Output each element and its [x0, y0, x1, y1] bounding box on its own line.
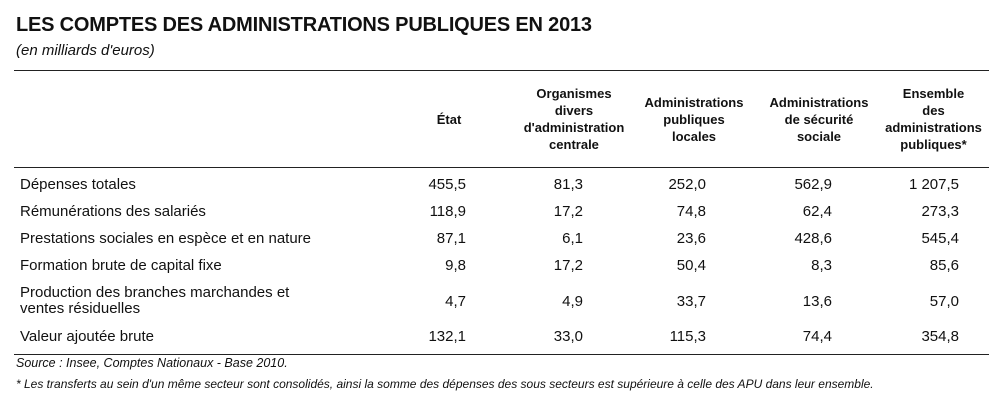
cell-apu: 1 207,5	[908, 176, 959, 193]
table-body	[14, 171, 989, 350]
source-note: Source : Insee, Comptes Nationaux - Base 2010.	[16, 356, 288, 370]
accounts-table	[14, 70, 989, 355]
cell-apul: 252,0	[668, 176, 706, 193]
cell-etat: 132,1	[428, 328, 466, 345]
cell-apu: 354,8	[921, 328, 959, 345]
column-header-odac: Organismes divers d'administration centrale	[523, 86, 625, 152]
row-label: Dépenses totales	[20, 175, 136, 193]
table-header	[14, 71, 989, 168]
cell-apul: 115,3	[669, 328, 706, 345]
column-header-etat: État	[436, 111, 462, 127]
cell-apu: 273,3	[921, 203, 959, 220]
cell-apul: 23,6	[676, 230, 706, 247]
footnote: * Les transferts au sein d'un même secteur sont consolidés, ainsi la somme des dépenses des sous secteurs est supérieure à celle des APU dans leur ensemble.	[16, 377, 874, 391]
row-label: Production des branches marchandes et ventes résiduelles	[20, 284, 290, 317]
cell-asso: 562,9	[794, 176, 832, 193]
column-header-asso: Administrations de sécurité sociale	[769, 94, 869, 144]
cell-etat: 9,8	[445, 257, 466, 274]
cell-odac: 4,9	[562, 292, 583, 310]
cell-apul: 33,7	[676, 292, 706, 310]
cell-apu: 85,6	[929, 257, 959, 274]
cell-asso: 74,4	[802, 328, 832, 345]
cell-asso: 62,4	[802, 203, 832, 220]
cell-apul: 74,8	[676, 203, 706, 220]
table-row	[14, 323, 989, 350]
cell-etat: 87,1	[436, 230, 466, 247]
table-row	[14, 225, 989, 252]
cell-apu: 545,4	[921, 230, 959, 247]
cell-asso: 8,3	[811, 257, 832, 274]
cell-odac: 17,2	[553, 257, 583, 274]
cell-odac: 17,2	[553, 203, 583, 220]
table-row	[14, 252, 989, 279]
table-row	[14, 198, 989, 225]
row-label: Valeur ajoutée brute	[20, 327, 154, 345]
cell-asso: 13,6	[802, 292, 832, 310]
cell-etat: 455,5	[428, 176, 466, 193]
table-row	[14, 171, 989, 198]
page-subtitle: (en milliards d'euros)	[16, 42, 155, 59]
row-label: Formation brute de capital fixe	[20, 256, 222, 274]
cell-odac: 6,1	[562, 230, 583, 247]
cell-apul: 50,4	[676, 257, 706, 274]
cell-apu: 57,0	[929, 292, 959, 310]
cell-odac: 33,0	[553, 328, 583, 345]
cell-asso: 428,6	[794, 230, 832, 247]
column-header-apul: Administrations publiques locales	[644, 94, 744, 144]
column-header-apu: Ensemble des administrations publiques*	[885, 86, 982, 152]
row-label: Prestations sociales en espèce et en nature	[20, 229, 312, 247]
cell-etat: 4,7	[445, 292, 466, 310]
cell-etat: 118,9	[429, 203, 466, 220]
table-row	[14, 279, 989, 323]
cell-odac: 81,3	[553, 176, 583, 193]
row-label: Rémunérations des salariés	[20, 202, 206, 220]
page-title: LES COMPTES DES ADMINISTRATIONS PUBLIQUES EN 2013	[16, 14, 592, 36]
